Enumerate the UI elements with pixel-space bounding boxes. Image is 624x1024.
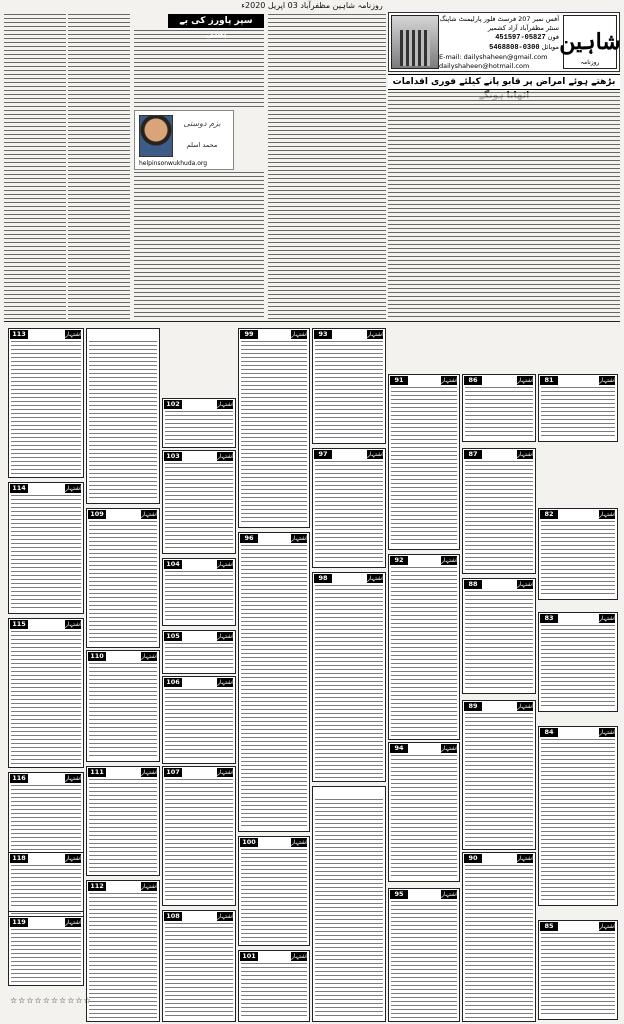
notice: 91 اشتہار (388, 374, 460, 550)
column-name: بزم دوستی (183, 119, 221, 128)
notice: 119 اشتہار (8, 916, 84, 986)
newspaper-logo (559, 15, 621, 69)
stars-divider: ☆☆☆☆☆☆☆☆☆☆ (10, 996, 92, 1005)
mobile-number: 0300-5468808 (489, 44, 540, 52)
notice: 92 اشتہار (388, 554, 460, 740)
column-text-left-1 (68, 14, 130, 320)
column-url: helpinsonwukhuda.org (139, 160, 208, 167)
notice: 85 اشتہار (538, 920, 618, 1020)
email-address-1: dailyshaheen@gmail.com (463, 53, 548, 61)
notice: 96 اشتہار (238, 532, 310, 832)
notice: 104 اشتہار (162, 558, 236, 626)
email-address-2: dailyshaheen@hotmail.com (439, 62, 530, 70)
column-text-left-2 (4, 14, 66, 320)
notice: 108 اشتہار (162, 910, 236, 1022)
main-headline: بڑھتے ہوئے امراض پر قابو پانے کیلئے فوری اقدامات (388, 74, 620, 90)
notice: 88 اشتہار (462, 578, 536, 694)
notice: 100 اشتہار (238, 836, 310, 946)
notice: 84 اشتہار (538, 726, 618, 906)
notice: 113 اشتہار (8, 328, 84, 478)
notice: 106 اشتہار (162, 676, 236, 764)
notice: 89 اشتہار (462, 700, 536, 850)
notice: 97 اشتہار (312, 448, 386, 568)
notice: 90 اشتہار (462, 852, 536, 1022)
article-title: سپر پاورز کی بے بسی (168, 14, 264, 28)
logo-text: شاہین (559, 29, 621, 55)
notice: 115 اشتہار (8, 618, 84, 768)
mobile-label: موبائل (541, 43, 559, 51)
notice: 116 اشتہار (8, 772, 84, 948)
phone-number: 05827-451597 (495, 34, 546, 42)
article-text-col-1 (268, 14, 386, 320)
notice: 93 اشتہار (312, 328, 386, 444)
notice: 98 اشتہار (312, 572, 386, 782)
masthead (388, 12, 620, 72)
notice: 107 اشتہار (162, 766, 236, 906)
notice: 81 اشتہار (538, 374, 618, 442)
notice: 87 اشتہار (462, 448, 536, 574)
notice: 105 اشتہار (162, 630, 236, 674)
notices-grid (4, 322, 620, 1022)
phone-label: فون (547, 33, 559, 41)
column-author: محمد اسلم (186, 141, 218, 149)
article-text-col-2 (134, 30, 264, 108)
notice: 111 اشتہار (86, 766, 160, 876)
notice (312, 786, 386, 1022)
notice: 114 اشتہار (8, 482, 84, 614)
building-photo (391, 15, 439, 69)
editorial-text-right (388, 92, 620, 320)
notice: 101 اشتہار (238, 950, 310, 1022)
notice: 82 اشتہار (538, 508, 618, 600)
column-header-box (134, 110, 234, 170)
notice: 103 اشتہار (162, 450, 236, 554)
date-line: روزنامہ شاہین مظفرآباد 03 اپریل 2020ء (241, 1, 383, 10)
author-photo (139, 115, 173, 157)
notice: 94 اشتہار (388, 742, 460, 882)
masthead-contact (439, 15, 559, 69)
logo-subtitle: روزنامہ (580, 59, 600, 66)
article-text-col-3 (134, 172, 264, 320)
notice: 109 اشتہار (86, 508, 160, 648)
notice (86, 328, 160, 504)
notice: 99 اشتہار (238, 328, 310, 528)
notice: 102 اشتہار (162, 398, 236, 448)
address-text: آفس نمبر 207 فرسٹ فلور پارلیمنٹ شاپنگ سنٹر مظفرآباد آزاد کشمیر (439, 15, 559, 32)
notice: 118 اشتہار (8, 852, 84, 912)
notice: 110 اشتہار (86, 650, 160, 762)
notice: 83 اشتہار (538, 612, 618, 712)
notice: 112 اشتہار (86, 880, 160, 1022)
email-label: E-mail: (439, 53, 462, 61)
notice: 95 اشتہار (388, 888, 460, 1022)
notice: 86 اشتہار (462, 374, 536, 442)
